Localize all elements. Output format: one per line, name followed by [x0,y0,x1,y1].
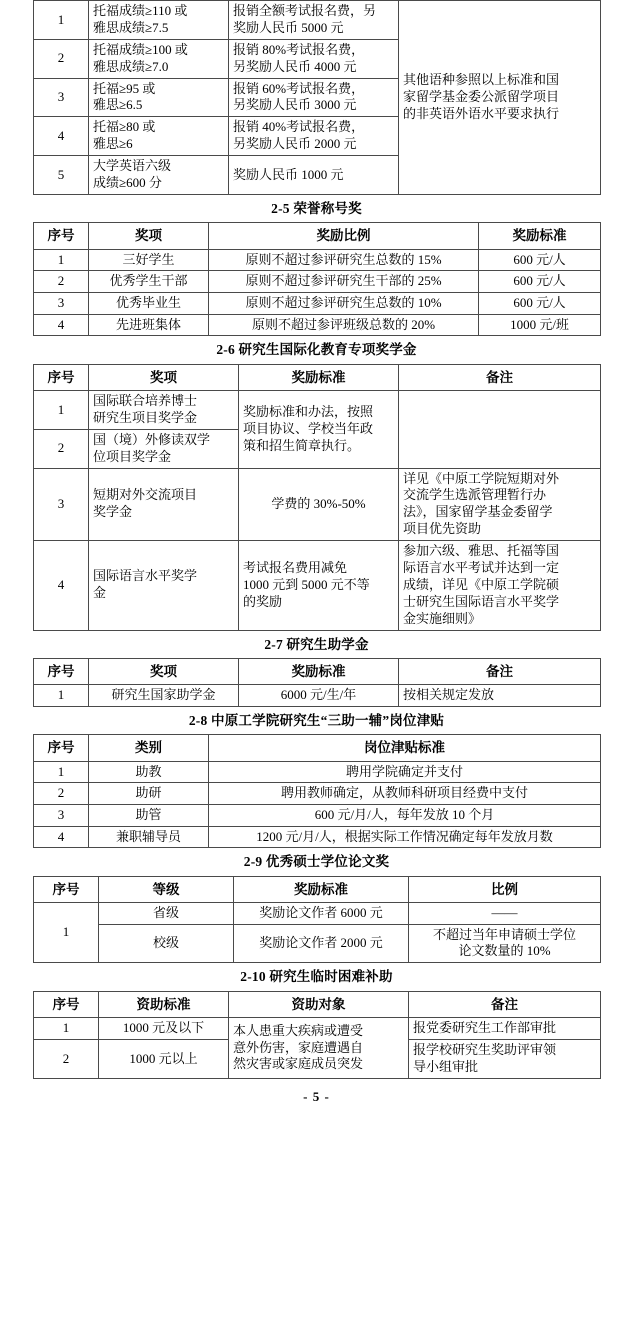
table-international-education-scholarship [33,364,601,631]
standard-line: 策和招生简章执行。 [243,437,361,453]
section-title-2-8: 2-8 中原工学院研究生“三助一辅”岗位津贴 [188,712,445,728]
table-row [34,902,601,924]
column-header-no: 序号 [34,223,89,249]
row-number: 1 [34,390,89,429]
row-number: 2 [34,429,89,468]
award-line: 奖学金 [93,504,133,520]
criteria-cell [89,39,229,78]
standard-line: 另奖励人民币 3000 元 [233,97,357,113]
column-header-standard: 奖励标准 [239,364,399,390]
standard-line: 另奖励人民币 2000 元 [233,136,357,152]
table-row [34,292,601,314]
award-name: 研究生国家助学金 [89,685,239,707]
standard-line: 另奖励人民币 4000 元 [233,58,357,74]
row-number: 1 [34,1018,99,1040]
remark-line: 详见《中原工学院短期对外 [403,470,560,486]
row-number: 4 [34,314,89,336]
award-line: 位项目奖学金 [93,448,172,464]
standard-line: 报销 80%考试报名费， [233,41,365,57]
column-header-standard: 奖励标准 [234,876,409,902]
target-line: 然灾害或家庭成员突发 [233,1056,364,1072]
category-name: 助管 [89,804,209,826]
ratio-line: 论文数量的 10% [458,943,551,959]
award-line: 金 [93,585,107,601]
target-line: 本人患重大疾病或遭受 [233,1022,364,1038]
criteria-cell [89,1,229,40]
criteria-line: 托福≥80 或 [93,119,156,135]
table-row [34,761,601,783]
standard-cell [229,156,399,195]
award-ratio: 原则不超过参评研究生总数的 15% [209,249,479,271]
remark-line: 士研究生国际语言水平奖学 [403,593,560,609]
table-header-row [34,223,601,249]
criteria-line: 托福成绩≥100 或 [93,41,188,57]
column-header-remark: 备注 [399,364,601,390]
table-row [34,1,601,40]
row-number-merged: 1 [34,902,99,962]
criteria-line: 大学英语六级 [93,158,172,174]
allowance-standard: 1200 元/月/人，根据实际工作情况确定每年发放月数 [209,826,601,848]
remark-line: 成绩，详见《中原工学院硕 [403,576,560,592]
table-graduate-stipend [33,658,601,707]
award-name: 三好学生 [89,249,209,271]
table-row [34,1018,601,1040]
level-name: 校级 [99,924,234,963]
allowance-standard: 600 元/月/人，每年发放 10 个月 [209,804,601,826]
column-header-standard: 奖励标准 [239,659,399,685]
row-number: 2 [34,271,89,293]
criteria-line: 成绩≥600 分 [93,175,162,191]
award-standard: 学费的 30%-50% [239,468,399,541]
table-temporary-hardship-subsidy [33,991,601,1079]
allowance-standard: 聘用教师确定，从教师科研项目经费中支付 [209,783,601,805]
award-standard: 奖励论文作者 2000 元 [234,924,409,963]
standard-line: 的奖励 [243,593,283,609]
standard-cell [229,78,399,117]
award-line: 国际语言水平奖学 [93,568,198,584]
column-header-no: 序号 [34,735,89,761]
award-name: 优秀毕业生 [89,292,209,314]
award-ratio [409,924,601,963]
award-ratio: —— [409,902,601,924]
column-header-category: 类别 [89,735,209,761]
table-row [34,685,601,707]
category-name: 兼职辅导员 [89,826,209,848]
award-standard: 奖励论文作者 6000 元 [234,902,409,924]
award-name [89,541,239,630]
column-header-award: 奖项 [89,223,209,249]
row-number: 2 [34,783,89,805]
standard-cell [229,117,399,156]
row-number: 4 [34,826,89,848]
remark-cell [399,541,601,630]
row-number: 1 [34,249,89,271]
criteria-line: 雅思成绩≥7.5 [93,19,169,35]
remark-merged-empty [399,390,601,468]
subsidy-standard: 1000 元以上 [99,1040,229,1079]
table-honorary-title-award [33,222,601,336]
row-number: 1 [34,761,89,783]
subsidy-target-merged [229,1018,409,1079]
row-number: 3 [34,292,89,314]
award-standard: 6000 元/生/年 [239,685,399,707]
row-number: 2 [34,39,89,78]
award-line: 短期对外交流项目 [93,487,198,503]
table-row [34,271,601,293]
remark-line: 参加六级、雅思、托福等国 [403,543,560,559]
column-header-allowance-standard: 岗位津贴标准 [209,735,601,761]
criteria-line: 雅思≥6 [93,136,133,152]
table-header-row [34,659,601,685]
remark-cell [399,468,601,541]
row-number: 2 [34,1040,99,1079]
column-header-subsidy-target: 资助对象 [229,991,409,1017]
table-outstanding-thesis-award [33,876,601,964]
level-name: 省级 [99,902,234,924]
award-name: 优秀学生干部 [89,271,209,293]
ratio-line: 不超过当年申请硕士学位 [432,926,576,942]
standard-line: 报销全额考试报名费，另 [233,3,377,18]
column-header-no: 序号 [34,364,89,390]
award-name [89,468,239,541]
note-line: 家留学基金委公派留学项目 [403,89,560,104]
table-language-exam-award [33,0,601,195]
criteria-line: 托福成绩≥110 或 [93,3,188,18]
award-line: 国际联合培养博士 [93,392,198,408]
remark-line: 法》，国家留学基金委留学 [403,504,553,520]
standard-cell [229,39,399,78]
section-title-2-10: 2-10 研究生临时困难补助 [240,969,393,985]
page-number: - 5 - [303,1088,330,1104]
column-header-ratio: 奖励比例 [209,223,479,249]
standard-line: 报销 60%考试报名费， [233,80,365,96]
criteria-cell [89,117,229,156]
row-number: 3 [34,78,89,117]
note-cell-other-languages [399,1,601,195]
remark-line: 报党委研究生工作部审批 [413,1020,557,1036]
table-header-row [34,991,601,1017]
row-number: 3 [34,804,89,826]
row-number: 4 [34,541,89,630]
criteria-line: 雅思成绩≥7.0 [93,58,169,74]
section-title-2-7: 2-7 研究生助学金 [264,636,369,652]
award-standard-merged [239,390,399,468]
row-number: 1 [34,685,89,707]
remark-cell [409,1018,601,1040]
column-header-standard: 奖励标准 [479,223,601,249]
table-header-row [34,735,601,761]
target-line: 意外伤害，家庭遭遇自 [233,1039,364,1055]
remark-cell: 按相关规定发放 [399,685,601,707]
award-line: 国（境）外修读双学 [93,431,211,447]
row-number: 3 [34,468,89,541]
table-row [34,390,601,429]
column-header-award: 奖项 [89,659,239,685]
allowance-standard: 聘用学院确定并支付 [209,761,601,783]
subsidy-standard: 1000 元及以下 [99,1018,229,1040]
remark-line: 金实施细则》 [403,610,482,626]
column-header-remark: 备注 [399,659,601,685]
standard-line: 项目协议、学校当年政 [243,420,374,436]
award-ratio: 原则不超过参评研究生总数的 10% [209,292,479,314]
remark-line: 导小组审批 [413,1058,479,1074]
award-standard: 600 元/人 [479,249,601,271]
remark-line: 报学校研究生奖助评审领 [413,1042,557,1057]
standard-line: 奖励标准和办法，按照 [243,403,374,419]
column-header-level: 等级 [99,876,234,902]
column-header-subsidy-standard: 资助标准 [99,991,229,1017]
table-row [34,783,601,805]
table-row [34,249,601,271]
column-header-ratio: 比例 [409,876,601,902]
column-header-remark: 备注 [409,991,601,1017]
criteria-line: 托福≥95 或 [93,80,156,96]
column-header-no: 序号 [34,659,89,685]
table-row [34,826,601,848]
award-line: 研究生项目奖学金 [93,409,198,425]
award-name [89,429,239,468]
award-name: 先进班集体 [89,314,209,336]
category-name: 助研 [89,783,209,805]
remark-line: 项目优先资助 [403,521,482,537]
table-row [34,924,601,963]
remark-cell [409,1040,601,1079]
section-title-2-6: 2-6 研究生国际化教育专项奖学金 [216,342,417,358]
criteria-cell [89,78,229,117]
standard-line: 考试报名费用减免 [243,559,348,575]
standard-line: 奖励人民币 1000 元 [233,166,344,182]
award-ratio: 原则不超过参评研究生干部的 25% [209,271,479,293]
criteria-cell [89,156,229,195]
row-number: 1 [34,1,89,40]
note-line: 其他语种参照以上标准和国 [403,72,560,88]
section-title-2-9: 2-9 优秀硕士学位论文奖 [243,854,390,870]
award-name [89,390,239,429]
table-row [34,314,601,336]
table-header-row [34,876,601,902]
row-number: 4 [34,117,89,156]
remark-line: 交流学生选派管理暂行办 [403,487,547,503]
table-assistantship-allowance [33,734,601,848]
page-content [33,0,600,1105]
standard-line: 报销 40%考试报名费， [233,119,365,135]
column-header-no: 序号 [34,991,99,1017]
column-header-no: 序号 [34,876,99,902]
award-standard: 600 元/人 [479,292,601,314]
category-name: 助教 [89,761,209,783]
criteria-line: 雅思≥6.5 [93,97,143,113]
table-row [34,541,601,630]
table-header-row [34,364,601,390]
table-row [34,804,601,826]
standard-cell [229,1,399,40]
remark-line: 际语言水平考试并达到一定 [403,559,560,575]
award-standard: 600 元/人 [479,271,601,293]
standard-line: 1000 元到 5000 元不等 [243,576,370,592]
standard-line: 奖励人民币 5000 元 [233,19,344,35]
section-title-2-5: 2-5 荣誉称号奖 [271,200,362,216]
award-ratio: 原则不超过参评班级总数的 20% [209,314,479,336]
row-number: 5 [34,156,89,195]
column-header-award: 奖项 [89,364,239,390]
award-standard: 1000 元/班 [479,314,601,336]
award-standard [239,541,399,630]
note-line: 的非英语外语水平要求执行 [403,105,560,121]
table-row [34,468,601,541]
